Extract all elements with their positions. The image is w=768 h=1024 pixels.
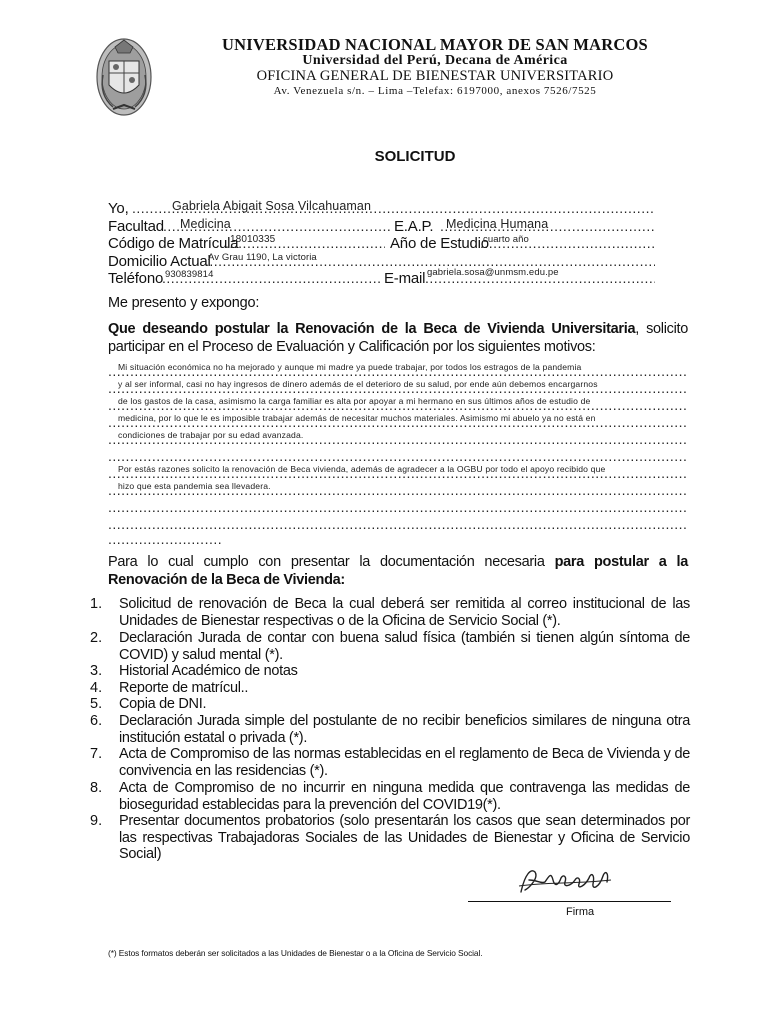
docs-intro bbox=[108, 553, 688, 589]
eap-label: E.A.P. bbox=[394, 218, 434, 235]
document-text: Historial Académico de notas bbox=[119, 663, 298, 679]
telefono-label: Teléfono bbox=[108, 270, 164, 287]
facultad-label: Facultad bbox=[108, 218, 164, 235]
codigo-label: Código de Matrícula bbox=[108, 235, 239, 252]
request-paragraph bbox=[108, 320, 688, 356]
document-title: SOLICITUD bbox=[374, 148, 456, 165]
document-item bbox=[90, 696, 690, 713]
document-item bbox=[90, 746, 690, 779]
intro-text: Me presento y expongo: bbox=[108, 295, 260, 311]
document-number: 8. bbox=[90, 780, 103, 796]
document-number: 1. bbox=[90, 596, 103, 612]
motive-line bbox=[108, 499, 688, 515]
document-number: 4. bbox=[90, 680, 103, 696]
anio-label: Año de Estudio bbox=[390, 235, 489, 252]
document-number: 7. bbox=[90, 746, 103, 762]
telefono-value: 930839814 bbox=[165, 269, 214, 280]
document-item bbox=[90, 713, 690, 746]
document-item bbox=[90, 680, 690, 697]
document-number: 2. bbox=[90, 630, 103, 646]
signature-label: Firma bbox=[566, 906, 595, 918]
document-item bbox=[90, 663, 690, 680]
university-seal bbox=[95, 35, 153, 117]
codigo-value: 18010335 bbox=[230, 234, 276, 245]
document-item bbox=[90, 813, 690, 863]
office-name: OFICINA GENERAL DE BIENESTAR UNIVERSITARIO bbox=[256, 68, 614, 84]
document-item bbox=[90, 630, 690, 663]
document-text: Declaración Jurada simple del postulante de no recibir beneficios similares de ninguna otra institución estatal o privada (*). bbox=[119, 713, 690, 746]
motive-text: hizo que esta pandemia sea llevadera. bbox=[118, 481, 271, 491]
university-subtitle: Universidad del Perú, Decana de América bbox=[302, 53, 568, 68]
anio-value: cuarto año bbox=[483, 234, 529, 245]
email-value: gabriela.sosa@unmsm.edu.pe bbox=[427, 267, 559, 278]
yo-value: Gabriela Abigait Sosa Vilcahuaman bbox=[172, 199, 372, 213]
office-address: Av. Venezuela s/n. – Lima –Telefax: 6197000, anexos 7526/7525 bbox=[273, 85, 597, 97]
document-text: Copia de DNI. bbox=[119, 696, 207, 712]
email-label: E-mail bbox=[384, 270, 426, 287]
document-text: Acta de Compromiso de las normas establecidas en el reglamento de Beca de Vivienda y de convivencia en las residencias (*). bbox=[119, 746, 690, 779]
document-text: Acta de Compromiso de no incurrir en ninguna medida que contravenga las medidas de bioseguridad establecidas para la prevención del COVID19(*). bbox=[119, 780, 690, 813]
document-text: Presentar documentos probatorios (solo presentarán los casos que sean determinados por las respectivas Trabajadoras Sociales de las Unidades de Bienestar y Oficina de Servicio Social) bbox=[119, 813, 690, 862]
motive-line bbox=[108, 448, 688, 464]
signature-line bbox=[468, 901, 671, 902]
footnote: (*) Estos formatos deberán ser solicitados a las Unidades de Bienestar o a la Oficina de Servicio Social. bbox=[108, 948, 483, 958]
document-number: 9. bbox=[90, 813, 103, 829]
motive-text: y al ser informal, casi no hay ingresos de dinero además de el deterioro de su salud, por ende aún debemos encargarnos bbox=[118, 379, 598, 389]
motive-text: medicina, por lo que le es imposible trabajar además de necesitar muchos materiales. Asimismo mi abuelo ya no está en bbox=[118, 413, 596, 423]
docs-intro-text: Para lo cual cumplo con presentar la documentación necesaria bbox=[108, 554, 545, 570]
document-number: 5. bbox=[90, 696, 103, 712]
request-rest: , solicito participar en el Proceso de Evaluación y Calificación por los siguientes motivos: bbox=[108, 321, 688, 355]
document-item bbox=[90, 780, 690, 813]
request-bold: Que deseando postular la Renovación de la Beca de Vivienda Universitaria bbox=[108, 321, 636, 337]
facultad-value: Medicina bbox=[180, 217, 231, 231]
motive-line bbox=[108, 516, 688, 532]
motive-text: Por estás razones solicito la renovación de Beca vivienda, además de agradecer a la OGBU por todo el apoyo recibido que bbox=[118, 464, 606, 474]
motive-line-short bbox=[108, 531, 223, 547]
motive-text: condiciones de trabajar por su edad avanzada. bbox=[118, 430, 304, 440]
domicilio-value: Av Grau 1190, La victoria bbox=[208, 252, 317, 263]
yo-label: Yo, bbox=[108, 200, 129, 217]
docs-intro-bold: para postular a la Renovación de la Beca de Vivienda: bbox=[108, 554, 689, 588]
document-text: Solicitud de renovación de Beca la cual deberá ser remitida al correo institucional de las Unidades de Bienestar respectivas o de la Oficina de Servicio Social (*). bbox=[119, 596, 690, 629]
document-text: Declaración Jurada de contar con buena salud física (también si tienen algún síntoma de COVID) y salud mental (*). bbox=[119, 630, 690, 663]
handwritten-signature bbox=[515, 862, 615, 902]
document-number: 3. bbox=[90, 663, 103, 679]
domicilio-label: Domicilio Actual bbox=[108, 253, 211, 270]
eap-value: Medicina Humana bbox=[446, 217, 549, 231]
document-item bbox=[90, 596, 690, 629]
motive-text: Mi situación económica no ha mejorado y aunque mi madre ya puede trabajar, por todos los estragos de la pandemia bbox=[118, 362, 582, 372]
university-name: UNIVERSIDAD NACIONAL MAYOR DE SAN MARCOS bbox=[222, 35, 648, 54]
document-text: Reporte de matrícul.. bbox=[119, 680, 249, 696]
motive-text: de los gastos de la casa, asimismo la carga familiar es alta por apoyar a mi hermano en sus últimos años de estudio de bbox=[118, 396, 591, 406]
document-number: 6. bbox=[90, 713, 103, 729]
